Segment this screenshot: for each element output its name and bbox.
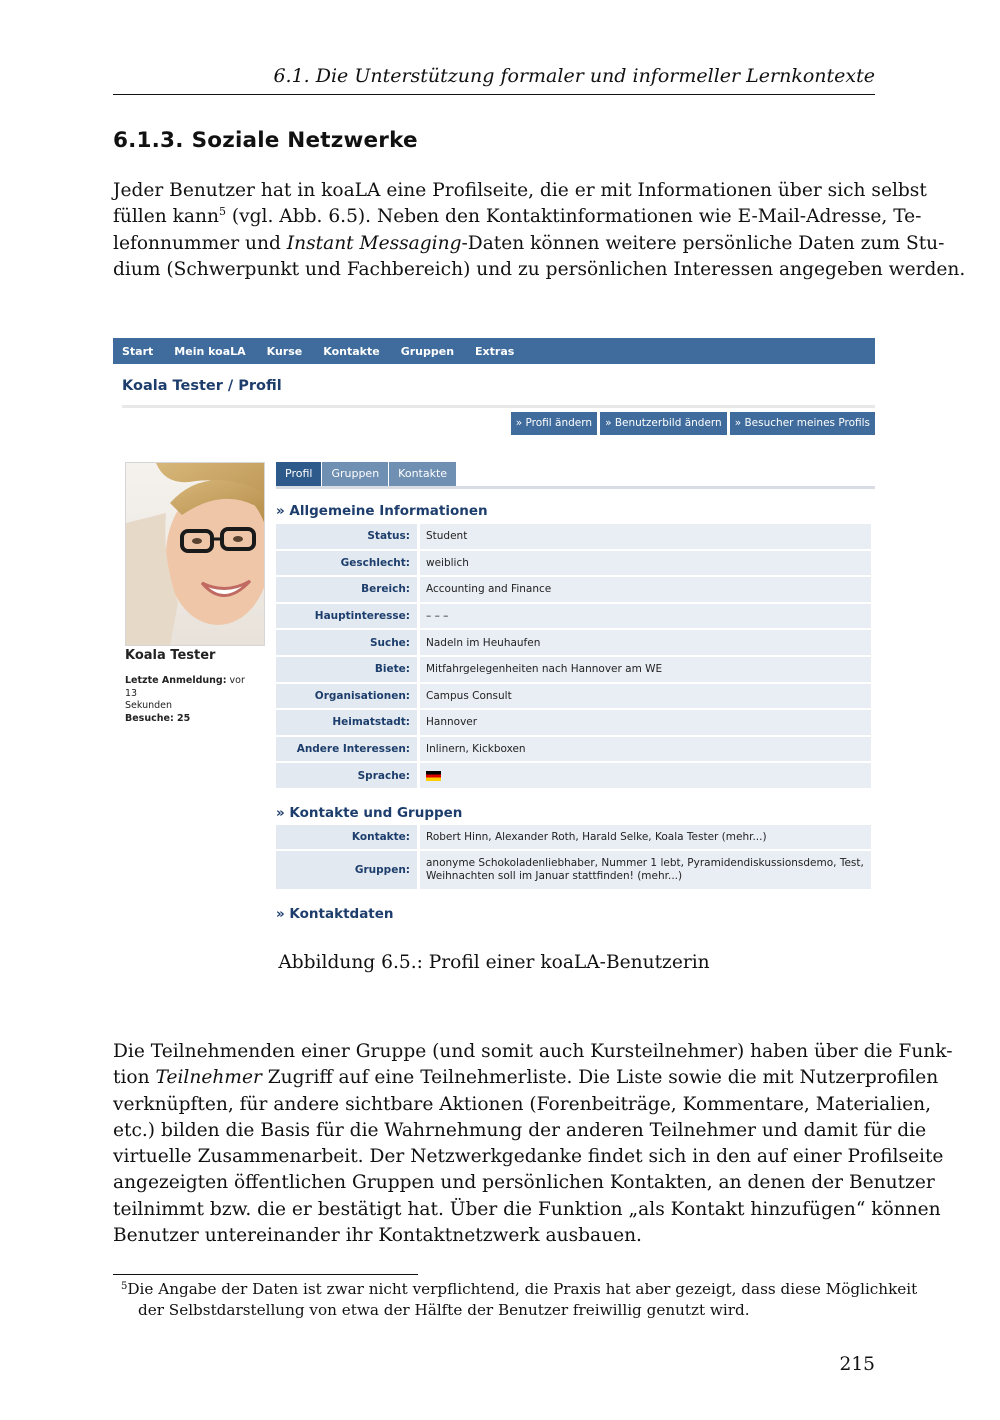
- field-label: Sprache:: [276, 762, 419, 789]
- running-header-text: 6.1. Die Unterstützung formaler und informeller Lernkontexte: [273, 65, 875, 87]
- field-label: Gruppen:: [276, 850, 419, 890]
- field-label: Status:: [276, 524, 419, 550]
- german-flag-icon[interactable]: [426, 771, 441, 781]
- last-login-value: vor 13: [125, 675, 245, 699]
- field-value: Inlinern, Kickboxen: [419, 736, 872, 763]
- tab-kontakte[interactable]: Kontakte: [389, 462, 456, 486]
- field-label: Suche:: [276, 629, 419, 656]
- table-row: [276, 683, 871, 710]
- field-value: Accounting and Finance: [419, 576, 872, 603]
- groups-line: Weihnachten soll im Januar stattfinden! (mehr...): [426, 870, 683, 882]
- profile-visitors-button[interactable]: » Besucher meines Profils: [730, 412, 875, 435]
- field-label: Kontakte:: [276, 825, 419, 850]
- field-label: Geschlecht:: [276, 550, 419, 577]
- table-row: [276, 603, 871, 630]
- profile-tabs: [276, 462, 456, 486]
- nav-gruppen[interactable]: Gruppen: [400, 344, 455, 358]
- nav-extras[interactable]: Extras: [475, 344, 515, 358]
- section-heading: [113, 128, 418, 153]
- table-row: [276, 550, 871, 577]
- top-navigation: [113, 338, 875, 364]
- table-row: [276, 576, 871, 603]
- profile-actions: [511, 412, 875, 435]
- user-name: Koala Tester: [125, 648, 216, 663]
- field-value: Nadeln im Heuhaufen: [419, 629, 872, 656]
- visits-label: Besuche:: [125, 712, 174, 724]
- text-fragment: -Daten können weitere persönliche Daten zum Stu-: [461, 232, 945, 254]
- text-fragment: Die Angabe der Daten ist zwar nicht verpflichtend, die Praxis hat aber gezeigt, dass diese Möglichkeit: [127, 1280, 918, 1298]
- profile-screenshot: [113, 338, 875, 928]
- general-info-table: [276, 524, 871, 790]
- tabs-divider: [276, 486, 875, 489]
- field-label: Andere Interessen:: [276, 736, 419, 763]
- text-line: Jeder Benutzer hat in koaLA eine Profilseite, die er mit Informationen über sich selbst: [113, 180, 927, 201]
- text-fragment: füllen kann: [113, 206, 219, 228]
- field-label: Bereich:: [276, 576, 419, 603]
- field-value: Campus Consult: [419, 683, 872, 710]
- text-fragment: lefonnummer und: [113, 232, 287, 254]
- change-avatar-button[interactable]: » Benutzerbild ändern: [600, 412, 727, 435]
- table-row: [276, 736, 871, 763]
- nav-kurse[interactable]: Kurse: [266, 344, 303, 358]
- general-info-heading[interactable]: » Allgemeine Informationen: [276, 503, 488, 519]
- figure-caption: Abbildung 6.5.: Profil einer koaLA-Benutzerin: [278, 952, 710, 973]
- text-line: Benutzer untereinander ihr Kontaktnetzwerk ausbauen.: [113, 1225, 642, 1247]
- tab-profil[interactable]: Profil: [276, 462, 321, 486]
- text-fragment: Zugriff auf eine Teilnehmerliste. Die Liste sowie die mit Nutzerprofilen: [267, 1067, 939, 1089]
- text-line: [113, 1065, 939, 1091]
- section-title: Soziale Netzwerke: [191, 128, 418, 153]
- field-label: Biete:: [276, 656, 419, 683]
- footnote-line: der Selbstdarstellung von etwa der Hälfte der Benutzer freiwillig genutzt wird.: [138, 1300, 750, 1319]
- footnote: [121, 1279, 918, 1320]
- text-line: virtuelle Zusammenarbeit. Der Netzwerkgedanke findet sich in den auf einer Profilseite: [113, 1146, 944, 1168]
- table-row: [276, 850, 871, 890]
- text-line: [113, 231, 945, 257]
- field-value: Student: [419, 524, 872, 550]
- field-value: – – –: [419, 603, 872, 630]
- breadcrumb-divider: [122, 405, 875, 408]
- table-row: [276, 762, 871, 789]
- avatar: [125, 462, 265, 646]
- footnote-divider: [113, 1274, 418, 1275]
- contacts-groups-heading[interactable]: » Kontakte und Gruppen: [276, 805, 463, 821]
- field-label: Organisationen:: [276, 683, 419, 710]
- tab-gruppen[interactable]: Gruppen: [322, 462, 388, 486]
- footnote-line: [121, 1279, 918, 1300]
- field-value: Hannover: [419, 709, 872, 736]
- field-value: [419, 762, 872, 789]
- breadcrumb: Koala Tester / Profil: [122, 378, 282, 394]
- login-info: [125, 675, 255, 725]
- groups-line: anonyme Schokoladenliebhaber, Nummer 1 lebt, Pyramidendiskussionsdemo, Test,: [426, 857, 864, 869]
- groups-value[interactable]: [419, 850, 872, 890]
- text-fragment: (vgl. Abb. 6.5). Neben den Kontaktinformationen wie E-Mail-Adresse, Te-: [225, 206, 922, 228]
- contact-data-heading[interactable]: » Kontaktdaten: [276, 906, 394, 922]
- nav-start[interactable]: Start: [122, 344, 154, 358]
- nav-kontakte[interactable]: Kontakte: [323, 344, 380, 358]
- table-row: [276, 825, 871, 850]
- visits-value: 25: [173, 712, 191, 724]
- text-line: Die Teilnehmenden einer Gruppe (und somit auch Kursteilnehmer) haben über die Funk-: [113, 1041, 953, 1062]
- table-row: [276, 656, 871, 683]
- avatar-portrait-icon: [126, 463, 264, 645]
- paragraph-network: [113, 1039, 953, 1249]
- footnote-mark: 5: [121, 1281, 128, 1292]
- edit-profile-button[interactable]: » Profil ändern: [511, 412, 597, 435]
- section-number: 6.1.3.: [113, 128, 184, 153]
- last-login-label: Letzte Anmeldung:: [125, 675, 227, 686]
- text-line: angezeigten öffentlichen Gruppen und persönlichen Kontakten, an denen der Benutzer: [113, 1172, 935, 1194]
- italic-term: Teilnehmer: [155, 1067, 262, 1089]
- text-line: dium (Schwerpunkt und Fachbereich) und zu persönlichen Interessen angegeben werden.: [113, 258, 966, 280]
- table-row: [276, 709, 871, 736]
- paragraph-intro: [113, 178, 966, 283]
- nav-mein-koala[interactable]: Mein koaLA: [174, 344, 246, 358]
- text-line: verknüpften, für andere sichtbare Aktionen (Forenbeiträge, Kommentare, Materialien,: [113, 1093, 932, 1115]
- text-line: teilnimmt bzw. die er bestätigt hat. Über die Funktion „als Kontakt hinzufügen“ können: [113, 1198, 941, 1220]
- italic-term: Instant Messaging: [286, 232, 462, 254]
- last-login-value-2: Sekunden: [125, 700, 173, 711]
- table-row: [276, 524, 871, 550]
- field-label: Heimatstadt:: [276, 709, 419, 736]
- page-number: 215: [839, 1354, 875, 1375]
- text-line: [113, 204, 922, 230]
- contacts-groups-table: [276, 825, 871, 891]
- text-fragment: tion: [113, 1067, 156, 1089]
- text-line: etc.) bilden die Basis für die Wahrnehmung der anderen Teilnehmer und damit für die: [113, 1119, 927, 1141]
- table-row: [276, 629, 871, 656]
- field-value: weiblich: [419, 550, 872, 577]
- field-label: Hauptinteresse:: [276, 603, 419, 630]
- field-value: Mitfahrgelegenheiten nach Hannover am WE: [419, 656, 872, 683]
- footnote-ref[interactable]: 5: [218, 205, 226, 219]
- running-header: [113, 62, 875, 95]
- contacts-value[interactable]: Robert Hinn, Alexander Roth, Harald Selke, Koala Tester (mehr...): [419, 825, 872, 850]
